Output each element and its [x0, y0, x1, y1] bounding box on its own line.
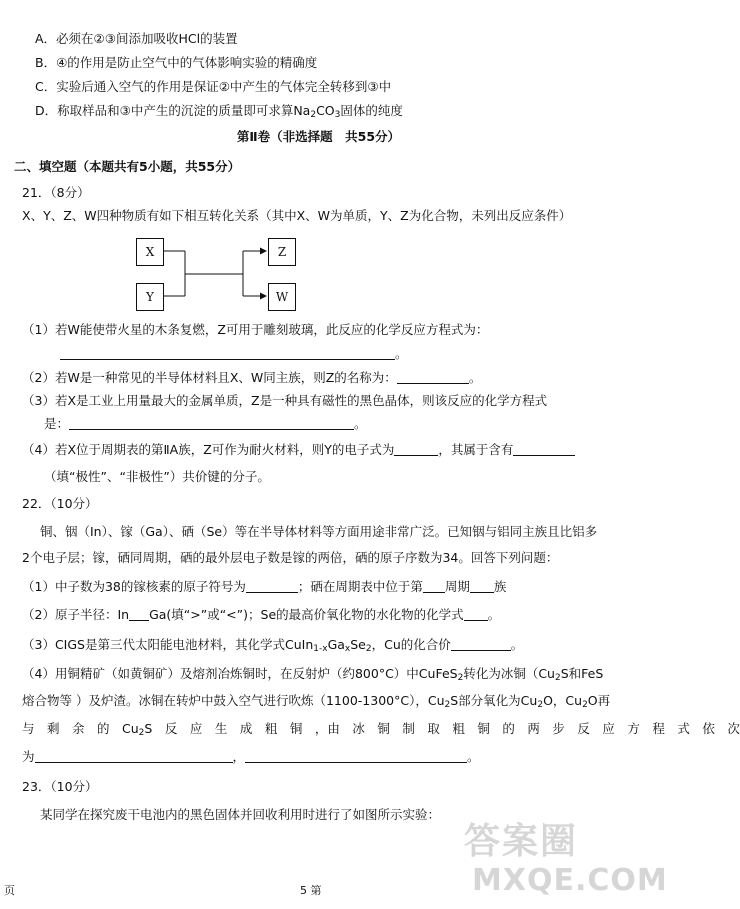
answer-blank[interactable]	[35, 750, 233, 763]
answer-blank[interactable]	[513, 443, 575, 456]
q23-intro: 某同学在探究废干电池内的黑色固体并回收利用时进行了如图所示实验：	[40, 807, 441, 822]
answer-blank[interactable]	[129, 608, 149, 621]
q21-part1: （1）若W能使带火星的木条复燃，Z可用于雕刻玻璃，此反应的化学反应方程式为：	[22, 322, 489, 337]
q22-number: 22．（10分）	[22, 496, 98, 511]
q22-part4: （4）用铜精矿（如黄铜矿）及熔剂冶炼铜时，在反射炉（约800°C）中CuFeS$_2$转化为冰铜（$Cu_2S$和FeS	[22, 666, 604, 683]
answer-blank[interactable]	[470, 580, 494, 593]
q22-intro-line1: 铜、铟（In）、镓（Ga）、硒（Se）等在半导体材料等方面用途非常广泛。已知铟与铝同主族且比铝多	[40, 524, 598, 539]
q23-number: 23．（10分）	[22, 779, 98, 794]
answer-blank[interactable]	[464, 608, 488, 621]
transformation-diagram	[135, 236, 315, 312]
box-x: X	[136, 238, 164, 266]
q21-intro: X、Y、Z、W四种物质有如下相互转化关系（其中X、W为单质，Y、Z为化合物，未列出反应条件）	[22, 208, 572, 223]
q21-part4-note: （填“极性”、“非极性”）共价键的分子。	[44, 469, 270, 484]
q21-part3: （3）若X是工业上用量最大的金属单质，Z是一种具有磁性的黑色晶体，则该反应的化学方程式	[22, 393, 548, 408]
answer-blank[interactable]	[246, 580, 298, 593]
section-title: 第Ⅱ卷（非选择题 共55分）	[236, 129, 401, 144]
answer-blank[interactable]	[423, 580, 445, 593]
box-w: W	[268, 283, 296, 311]
q22-intro-line2: 2个电子层；镓，硒同周期，硒的最外层电子数是镓的两倍，硒的原子序数为34。回答下列问题：	[22, 550, 559, 565]
watermark-line1: 答案圈	[464, 821, 579, 862]
q22-part4-line2: 熔合物等 ）及炉渣。冰铜在转炉中鼓入空气进行吹炼（1100-1300°C），$Cu_2S$部分氧化为$Cu_2O$，$Cu_2O$再	[22, 693, 611, 710]
option-c: C．实验后通入空气的作用是保证②中产生的气体完全转移到③中	[35, 79, 392, 94]
watermark-line2: MXQE.COM	[472, 863, 668, 898]
answer-blank[interactable]	[394, 443, 438, 456]
q21-part2: （2）若W是一种常见的半导体材料且X、W同主族，则Z的名称为： 。	[22, 370, 482, 385]
answer-blank[interactable]	[245, 750, 467, 763]
q21-number: 21．（8分）	[22, 185, 90, 200]
q22-part4-answer: 为 ， 。	[22, 749, 480, 764]
answer-blank[interactable]	[69, 417, 354, 430]
answer-blank[interactable]	[451, 638, 511, 651]
q22-part4-line3: 与 剩 余 的 $Cu_2S$ 反 应 生 成 粗 铜 ，由 冰 铜 制 取 粗 铜 的 两 步 反 应 方 程 式 依 次	[22, 721, 740, 738]
q21-part1-answer: 。	[60, 345, 408, 363]
watermark	[454, 813, 668, 903]
q21-part3-answer: 是： 。	[44, 416, 367, 431]
box-z: Z	[268, 238, 296, 266]
footer-left: 页	[4, 884, 15, 897]
box-y: Y	[136, 283, 164, 311]
part-heading: 二、填空题（本题共有5小题，共55分）	[14, 159, 241, 174]
answer-blank[interactable]	[397, 371, 469, 384]
q22-part2: （2）原子半径：In Ga(填“>”或“<”)；Se的最高价氧化物的水化物的化学式 。	[22, 607, 501, 622]
answer-blank[interactable]	[60, 347, 395, 360]
option-a: A．必须在②③间添加吸收HCl的装置	[35, 31, 238, 46]
option-b: B．④的作用是防止空气中的气体影响实验的精确度	[35, 55, 318, 70]
q21-part4: （4）若X位于周期表的第ⅡA族，Z可作为耐火材料，则Y的电子式为 ，其属于含有	[22, 441, 575, 459]
q22-part3: （3）CIGS是第三代太阳能电池材料，其化学式$CuIn_{1-x}Ga_xSe_2$，Cu的化合价 。	[22, 637, 524, 654]
page-number: 5 第	[300, 884, 322, 897]
q22-part1: （1）中子数为38的镓核素的原子符号为 ；硒在周期表中位于第 周期 族	[22, 579, 507, 594]
option-d: D．称取样品和③中产生的沉淀的质量即可求算$Na_2CO_3$固体的纯度	[35, 103, 403, 120]
